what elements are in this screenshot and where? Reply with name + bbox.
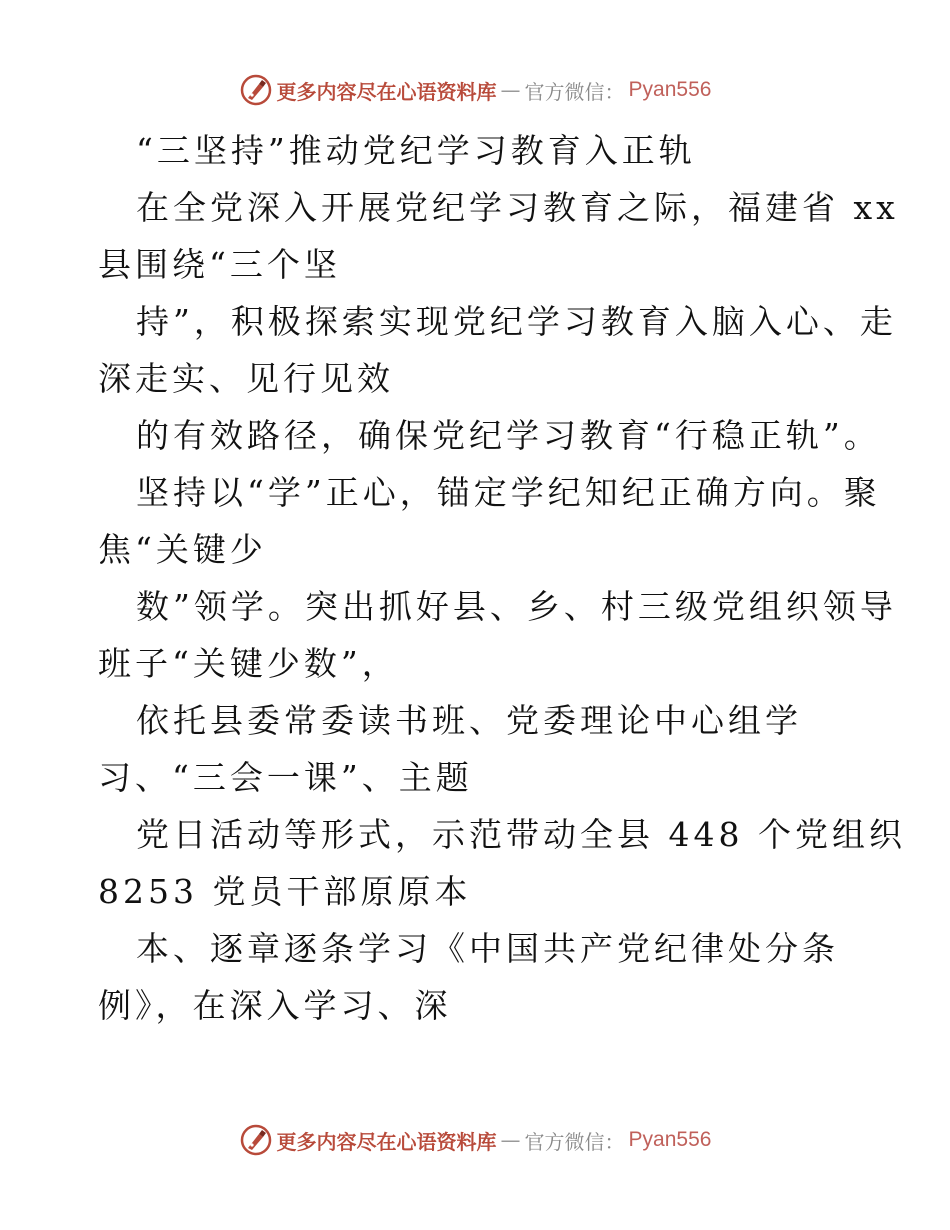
watermark-wechat-id: Pyan556 — [628, 1128, 712, 1151]
watermark-separator: — — [500, 1128, 521, 1152]
document-title: “三坚持”推动党纪学习教育入正轨 — [136, 131, 696, 170]
text-line: 焦“关键少 — [98, 530, 267, 569]
watermark-official-label: 官方微信： — [524, 79, 625, 104]
watermark-official-label: 官方微信： — [524, 1129, 625, 1154]
text-line: 坚持以“学”正心，锚定学纪知纪正确方向。聚 — [136, 473, 881, 512]
watermark-wechat-id: Pyan556 — [628, 78, 712, 101]
text-line: 例》，在深入学习、深 — [98, 986, 452, 1025]
text-line: 数”领学。突出抓好县、乡、村三级党组织领导 — [136, 587, 897, 626]
document-body — [98, 122, 906, 1034]
text-line: 在全党深入开展党纪学习教育之际，福建省 xx — [136, 188, 899, 227]
text-line: 持”，积极探索实现党纪学习教育入脑入心、走 — [136, 302, 897, 341]
header-watermark — [0, 70, 950, 110]
text-line: 的有效路径，确保党纪学习教育“行稳正轨”。 — [136, 416, 881, 455]
watermark-brand-text: 更多内容尽在心语资料库 — [276, 1129, 497, 1154]
text-line: 党日活动等形式，示范带动全县 448 个党组织 — [136, 815, 906, 854]
footer-watermark — [0, 1120, 950, 1160]
text-line: 习、“三会一课”、主题 — [98, 758, 473, 797]
text-line: 依托县委常委读书班、党委理论中心组学 — [136, 701, 802, 740]
pen-nib-logo-icon — [239, 73, 273, 107]
text-line: 8253 党员干部原原本 — [98, 872, 472, 911]
watermark-separator: — — [500, 78, 521, 102]
text-line: 县围绕“三个坚 — [98, 245, 341, 284]
text-line: 深走实、见行见效 — [98, 359, 394, 398]
pen-nib-logo-icon — [239, 1123, 273, 1157]
text-line: 班子“关键少数”， — [98, 644, 399, 683]
text-line: 本、逐章逐条学习《中国共产党纪律处分条 — [136, 929, 839, 968]
watermark-brand-text: 更多内容尽在心语资料库 — [276, 79, 497, 104]
